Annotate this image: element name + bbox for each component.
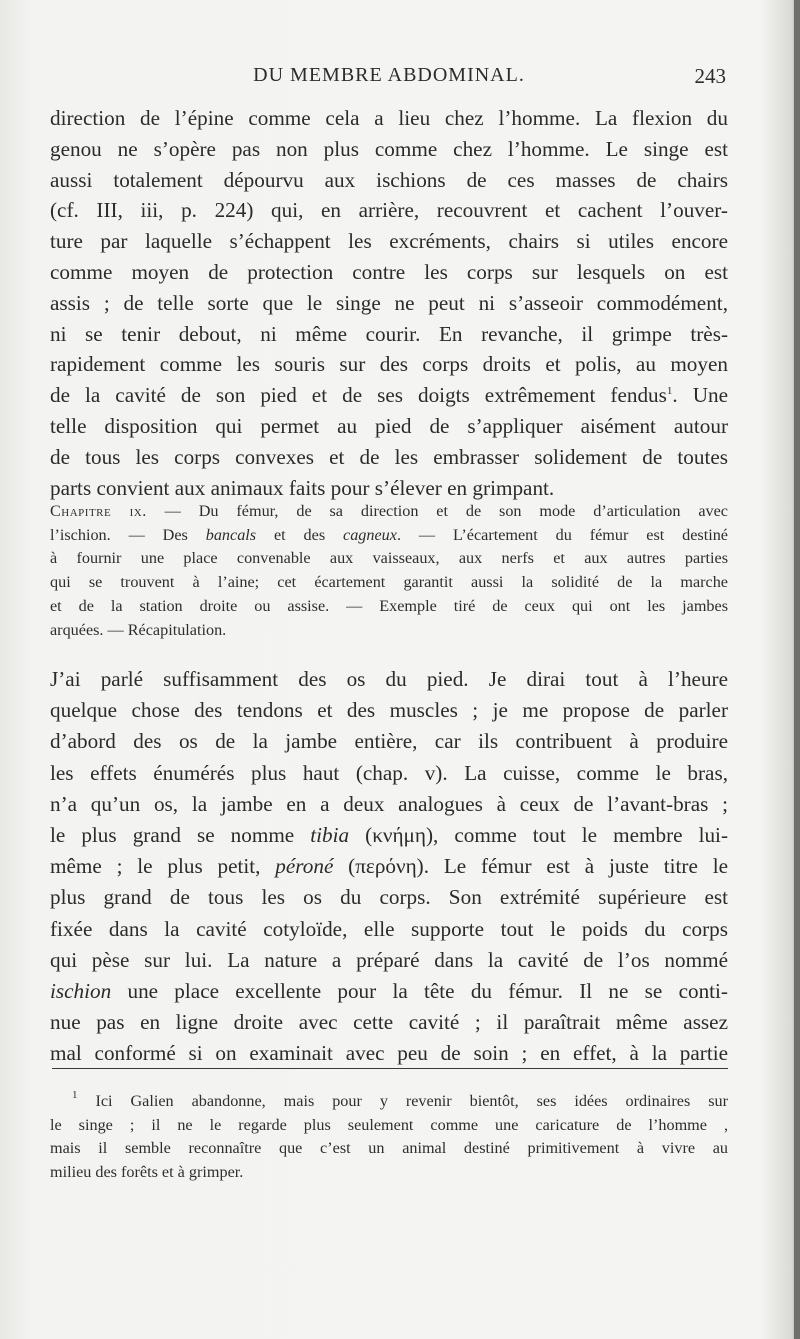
text-fragment: et des (256, 525, 344, 544)
page-number: 243 (694, 64, 726, 88)
italic-term: cagneux (343, 525, 397, 544)
text-fragment: Ici Galien abandonne, mais pour y revenir bientôt, ses idées ordinaires sur (77, 1092, 728, 1110)
footnote-rule (52, 1068, 728, 1069)
text-line: plus grand de tous les os du corps. Son extrémité supérieure est (50, 885, 728, 910)
text-fragment: (κνήμη), comme tout le membre lui- (349, 823, 729, 848)
running-head: DU MEMBRE ABDOMINAL. (253, 64, 525, 86)
chapter-label: Chapitre ix. (50, 502, 147, 520)
summary-line: à fournir une place convenable aux vaisseaux, aux nerfs et aux autres parties (50, 549, 728, 568)
text-line: nue pas en ligne droite avec cette cavité ; il paraîtrait même assez (50, 1010, 728, 1035)
text-line: aussi totalement dépourvu aux ischions de ces masses de chairs (50, 167, 728, 192)
italic-term: péroné (275, 854, 334, 879)
footnote-reference: 1 (666, 385, 673, 398)
text-line: genou ne s’opère pas non plus comme chez l’homme. Le singe est (50, 136, 728, 161)
italic-term: tibia (310, 823, 350, 848)
footnote-line: milieu des forêts et à grimper. (50, 1162, 244, 1181)
text-line: ni se tenir debout, ni même courir. En revanche, il grimpe très- (50, 321, 728, 346)
summary-line (50, 500, 728, 524)
footnote-line: mais il semble reconnaître que c’est un animal destiné primitivement à vivre au (50, 1139, 728, 1157)
text-line: comme moyen de protection contre les corps sur lesquels on est (50, 259, 728, 284)
summary-line: qui se trouvent à l’aine; cet écartement garantit aussi la solidité de la marche (50, 573, 728, 592)
summary-line: arquées. — Récapitulation. (50, 620, 227, 639)
text-line: n’a qu’un os, la jambe en a deux analogues à ceux de l’avant-bras ; (50, 791, 728, 816)
text-line-with-footnote (50, 380, 728, 411)
text-line: quelque chose des tendons et des muscles ; je me propose de parler (50, 698, 728, 723)
italic-term: ischion (50, 979, 112, 1004)
text-line: d’abord des os de la jambe entière, car ils contribuent à produire (50, 729, 728, 754)
text-line (50, 820, 728, 851)
footnote-line: le singe ; il ne le regarde plus seulement comme une caricature de l’homme , (50, 1115, 728, 1134)
text-fragment: — Du fémur, de sa direction et de son mode d’articulation avec (146, 502, 728, 520)
text-line (50, 976, 728, 1007)
text-line: (cf. III, iii, p. 224) qui, en arrière, recouvrent et cachent l’ouver- (50, 198, 728, 223)
text-fragment: le plus grand se nomme (50, 823, 311, 848)
chapter-summary (50, 500, 728, 642)
paragraph-2 (50, 664, 728, 1070)
italic-term: bancals (205, 525, 257, 544)
text-fragment: même ; le plus petit, (50, 854, 276, 879)
text-line: assis ; de telle sorte que le singe ne peut ni s’asseoir commodément, (50, 290, 728, 315)
page-edge-shadow (794, 0, 800, 1339)
text-fragment: . Une (672, 383, 728, 408)
page-header (50, 64, 728, 94)
text-line: parts convient aux animaux faits pour s’élever en grimpant. (50, 475, 555, 500)
summary-line (50, 524, 728, 548)
text-fragment: . — L’écartement du fémur est destiné (396, 525, 728, 544)
text-line: de tous les corps convexes et de les embrasser solidement de toutes (50, 444, 728, 469)
paragraph-1 (50, 103, 728, 503)
text-line: J’ai parlé suffisamment des os du pied. Je dirai tout à l’heure (50, 667, 728, 691)
footnote-marker: 1 (72, 1089, 78, 1101)
text-line (50, 851, 728, 882)
text-line: fixée dans la cavité cotyloïde, elle supporte tout le poids du corps (50, 916, 728, 941)
text-fragment: l’ischion. — Des (50, 525, 206, 544)
text-line: direction de l’épine comme cela a lieu chez l’homme. La flexion du (50, 106, 728, 130)
footnote (50, 1090, 728, 1184)
text-line: mal conformé si on examinait avec peu de soin ; en effet, à la partie (50, 1041, 728, 1066)
text-fragment: de la cavité de son pied et de ses doigts extrêmement fendus (50, 383, 667, 408)
text-line: telle disposition qui permet au pied de s’appliquer aisément autour (50, 413, 728, 438)
text-fragment: une place excellente pour la tête du fémur. Il ne se conti- (111, 979, 728, 1004)
footnote-line (50, 1090, 728, 1114)
text-fragment: (περόνη). Le fémur est à juste titre le (333, 854, 728, 879)
text-line: qui pèse sur lui. La nature a préparé dans la cavité de l’os nommé (50, 947, 728, 972)
text-line: rapidement comme les souris sur des corps droits et polis, au moyen (50, 352, 728, 377)
summary-line: et de la station droite ou assise. — Exemple tiré de ceux qui ont les jambes (50, 596, 728, 615)
text-line: les effets énumérés plus haut (chap. v). La cuisse, comme le bras, (50, 760, 728, 785)
text-line: ture par laquelle s’échappent les excréments, chairs si utiles encore (50, 229, 728, 254)
